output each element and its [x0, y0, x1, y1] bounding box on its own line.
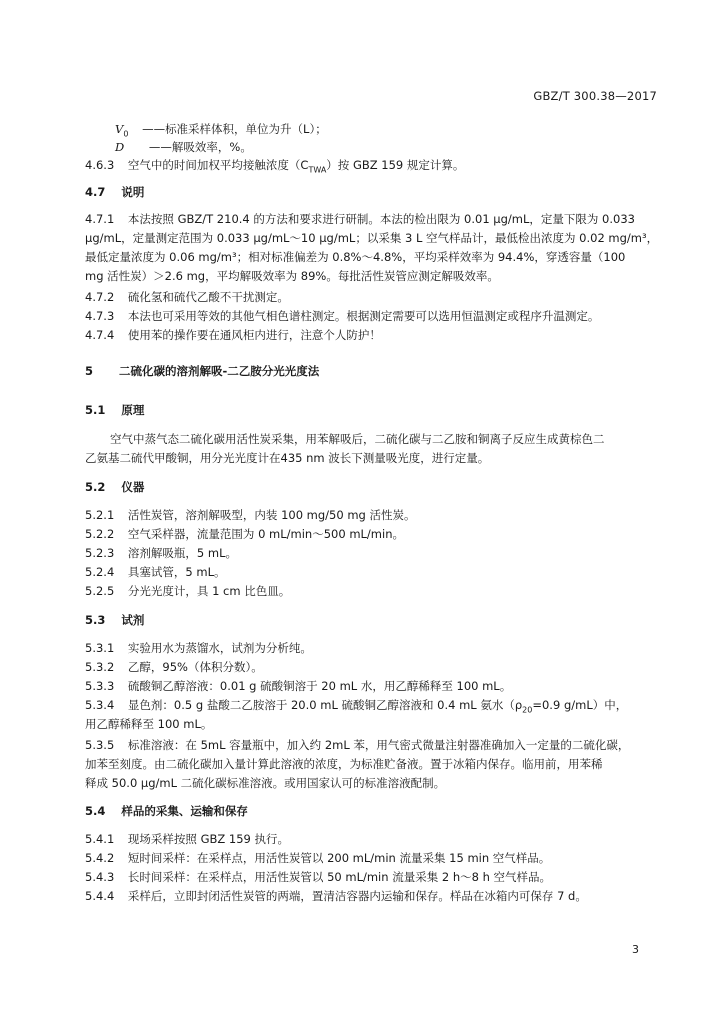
clause-4-7-3 [85, 309, 599, 324]
clause-number: 5.2.4 [85, 565, 115, 579]
clause-number: 4.7.2 [85, 290, 115, 304]
clause-5-3-1 [85, 641, 312, 656]
clause-number: 5.3.4 [85, 698, 115, 712]
symbol-d: D [115, 140, 125, 154]
clause-text: 空气中的时间加权平均接触浓度（C [127, 158, 309, 172]
clause-text: 硫酸铜乙醇溶液：0.01 g 硫酸铜溶于 20 mL 水，用乙醇稀释至 100 mL。 [127, 679, 512, 693]
clause-4-7-1-line4: mg 活性炭）＞2.6 mg，平均解吸效率为 89%。每批活性炭管应测定解吸效率。 [85, 269, 499, 283]
section-5-1-heading [85, 403, 144, 418]
clause-5-4-4 [85, 889, 587, 904]
clause-number: 5.4.3 [85, 870, 115, 884]
clause-sub: TWA [308, 165, 327, 175]
clause-number: 4.6.3 [85, 158, 115, 172]
clause-number: 4.7.4 [85, 328, 115, 342]
clause-text: 使用苯的操作要在通风柜内进行，注意个人防护！ [127, 328, 381, 342]
clause-number: 5.2.1 [85, 508, 115, 522]
clause-number: 5.2.2 [85, 527, 115, 541]
clause-4-7-1-line2: μg/mL，定量测定范围为 0.033 μg/mL～10 μg/mL；以采集 3 L 空气样品计，最低检出浓度为 0.02 mg/m³， [85, 231, 659, 245]
clause-text: 活性炭管，溶剂解吸型，内装 100 mg/50 mg 活性炭。 [127, 508, 416, 522]
clause-text: 实验用水为蒸馏水，试剂为分析纯。 [127, 641, 312, 655]
clause-5-3-5-line3: 释成 50.0 μg/mL 二硫化碳标准溶液。或用国家认可的标准溶液配制。 [85, 776, 446, 790]
section-number: 5 [85, 364, 94, 378]
clause-number: 5.4.4 [85, 889, 115, 903]
section-number: 5.4 [85, 804, 106, 818]
section-title: 二硫化碳的溶剂解吸-二乙胺分光光度法 [119, 364, 320, 378]
section-number: 5.1 [85, 403, 106, 417]
clause-number: 5.4.1 [85, 832, 115, 846]
clause-5-4-1 [85, 832, 289, 847]
clause-text: 短时间采样：在采样点，用活性炭管以 200 mL/min 流量采集 15 min 空气样品。 [127, 851, 551, 865]
clause-4-7-1-line1 [85, 212, 635, 227]
clause-number: 5.4.2 [85, 851, 115, 865]
clause-number: 5.3.3 [85, 679, 115, 693]
clause-4-7-1-line3: 最低定量浓度为 0.06 mg/m³；相对标准偏差为 0.8%～4.8%，平均采样效率为 94.4%，穿透容量（100 [85, 250, 626, 264]
clause-number: 5.3.2 [85, 660, 115, 674]
standard-code: GBZ/T 300.38—2017 [533, 89, 657, 103]
section-5-heading [85, 364, 319, 379]
clause-5-2-1 [85, 508, 416, 523]
clause-5-2-5 [85, 584, 290, 599]
clause-text: 显色剂：0.5 g 盐酸二乙胺溶于 20.0 mL 硫酸铜乙醇溶液和 0.4 mL 氨水（ρ [127, 698, 523, 712]
section-5-3-heading [85, 613, 144, 628]
symbol-v: V [115, 122, 124, 136]
clause-5-3-2 [85, 660, 263, 675]
section-4-7-heading [85, 185, 144, 200]
definition-text: ——解吸效率，%。 [148, 140, 252, 154]
definition-d [115, 140, 252, 155]
clause-text: 具塞试管，5 mL。 [127, 565, 226, 579]
section-number: 5.3 [85, 613, 106, 627]
clause-5-4-2 [85, 851, 550, 866]
definition-text: ——标准采样体积，单位为升（L）； [142, 122, 327, 136]
clause-text: 本法按照 GBZ/T 210.4 的方法和要求进行研制。本法的检出限为 0.01 μg/mL，定量下限为 0.033 [127, 212, 635, 226]
clause-text: 现场采样按照 GBZ 159 执行。 [127, 832, 290, 846]
clause-5-3-5-line2: 加苯至刻度。由二硫化碳加入量计算此溶液的浓度，为标准贮备液。置于冰箱内保存。临用前，用苯稀 [85, 757, 603, 771]
section-5-4-heading [85, 804, 248, 819]
clause-number: 5.2.5 [85, 584, 115, 598]
clause-text: 采样后，立即封闭活性炭管的两端，置清洁容器内运输和保存。样品在冰箱内可保存 7 d。 [127, 889, 587, 903]
clause-4-7-2 [85, 290, 289, 305]
clause-5-3-3 [85, 679, 511, 694]
clause-number: 5.2.3 [85, 546, 115, 560]
symbol-sub: 0 [123, 129, 129, 139]
clause-text: 溶剂解吸瓶，5 mL。 [127, 546, 238, 560]
clause-5-3-4-line1 [85, 698, 627, 717]
clause-text: 长时间采样：在采样点，用活性炭管以 50 mL/min 流量采集 2 h～8 h 空气样品。 [127, 870, 552, 884]
clause-text: 分光光度计，具 1 cm 比色皿。 [127, 584, 291, 598]
section-title: 试剂 [121, 613, 145, 627]
clause-text-2: =0.9 g/mL）中， [532, 698, 628, 712]
section-number: 5.2 [85, 480, 106, 494]
section-title: 说明 [121, 185, 145, 199]
clause-number: 5.3.1 [85, 641, 115, 655]
density-sub: 20 [522, 705, 533, 715]
section-title: 样品的采集、运输和保存 [121, 804, 248, 818]
section-number: 4.7 [85, 185, 106, 199]
section-title: 仪器 [121, 480, 145, 494]
principle-para-line2: 乙氨基二硫代甲酸铜，用分光光度计在435 nm 波长下测量吸光度，进行定量。 [85, 451, 490, 465]
clause-number: 4.7.1 [85, 212, 115, 226]
clause-text: 硫化氢和硫代乙酸不干扰测定。 [127, 290, 289, 304]
clause-text: 空气采样器，流量范围为 0 mL/min～500 mL/min。 [127, 527, 404, 541]
clause-5-2-4 [85, 565, 226, 580]
clause-4-6-3 [85, 158, 464, 177]
clause-number: 4.7.3 [85, 309, 115, 323]
principle-para-line1: 空气中蒸气态二硫化碳用活性炭采集，用苯解吸后，二硫化碳与二乙胺和铜离子反应生成黄棕色二 [110, 432, 605, 446]
clause-5-2-3 [85, 546, 237, 561]
clause-5-4-3 [85, 870, 551, 885]
section-title: 原理 [121, 403, 145, 417]
definition-v0 [115, 122, 327, 141]
clause-5-3-4-line2: 用乙醇稀释至 100 mL。 [85, 717, 213, 731]
clause-text: 乙醇，95%（体积分数）。 [127, 660, 263, 674]
clause-5-3-5-line1 [85, 738, 629, 753]
page-number: 3 [632, 943, 639, 956]
clause-5-2-2 [85, 527, 404, 542]
clause-text-2: ）按 GBZ 159 规定计算。 [326, 158, 465, 172]
clause-number: 5.3.5 [85, 738, 115, 752]
clause-4-7-4 [85, 328, 381, 343]
clause-text: 本法也可采用等效的其他气相色谱柱测定。根据测定需要可以选用恒温测定或程序升温测定。 [127, 309, 600, 323]
section-5-2-heading [85, 480, 144, 495]
clause-text: 标准溶液：在 5mL 容量瓶中，加入约 2mL 苯，用气密式微量注射器准确加入一定量的二硫化碳， [127, 738, 630, 752]
